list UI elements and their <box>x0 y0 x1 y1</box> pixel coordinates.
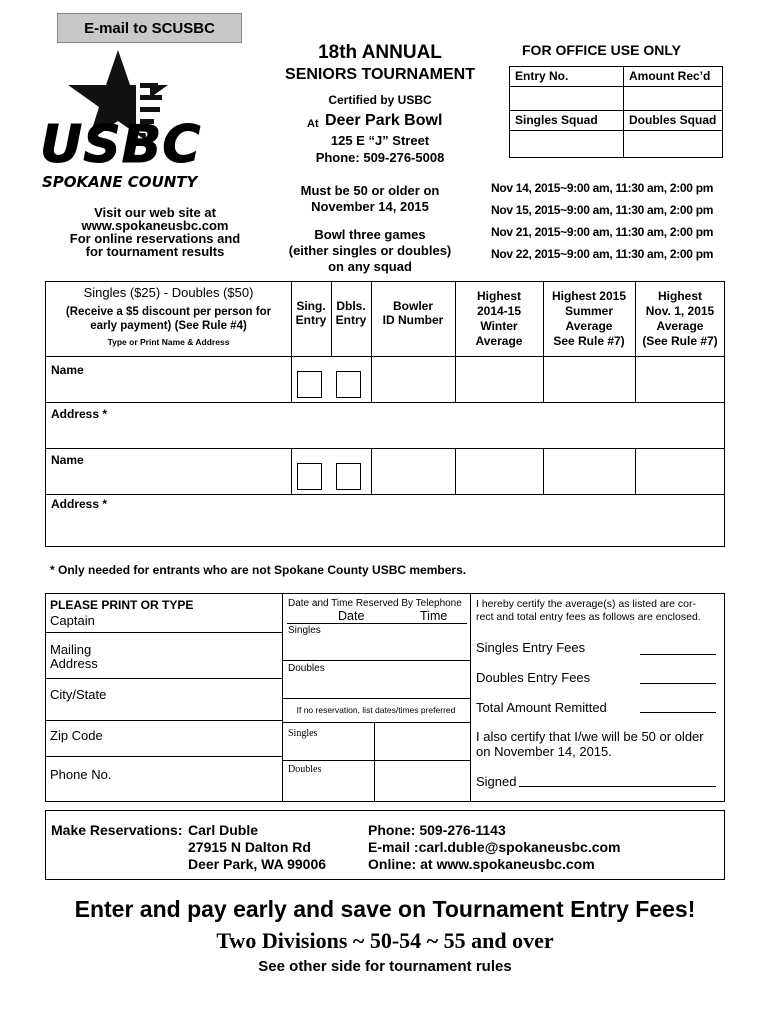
singles-fees-label: Singles Entry Fees <box>476 640 586 655</box>
squad-date: Nov 14, 2015~9:00 am, 11:30 am, 2:00 pm <box>491 181 714 195</box>
tournament-subtitle: SENIORS TOURNAMENT <box>285 66 475 83</box>
footer-headline: Enter and pay early and save on Tournament Entry Fees! <box>74 896 696 922</box>
name-label: Name <box>51 363 84 377</box>
reservations-box <box>45 810 725 880</box>
phone-label: Phone No. <box>50 767 112 782</box>
address-label: Address * <box>51 497 108 511</box>
bowler-id-header: Bowler ID Number <box>382 299 444 327</box>
mailing-address-field[interactable] <box>116 638 276 674</box>
singles-squad-field[interactable] <box>510 131 624 157</box>
phone-field[interactable] <box>121 762 276 794</box>
squad-date: Nov 21, 2015~9:00 am, 11:30 am, 2:00 pm <box>491 225 714 239</box>
doubles-reserved-field[interactable] <box>288 676 468 696</box>
eligibility-line: on any squad <box>328 259 412 274</box>
office-use-title: FOR OFFICE USE ONLY <box>522 42 681 58</box>
discount-line: early payment) (See Rule #4) <box>90 320 247 332</box>
city-state-label: City/State <box>50 687 107 702</box>
logo-text: USBC <box>40 115 202 175</box>
winter-average-header: Highest 2014-15 Winter Average <box>475 289 523 348</box>
type-print-text: Type or Print Name & Address <box>107 337 230 347</box>
bowler2-id-field[interactable] <box>376 452 451 490</box>
doubles-entry-checkbox[interactable] <box>336 371 361 398</box>
please-print-label: PLEASE PRINT OR TYPE <box>50 598 194 612</box>
contact-phone: Phone: 509-276-1143 <box>368 822 506 838</box>
signed-label: Signed <box>476 774 517 789</box>
doubles-reserved-label: Doubles <box>288 663 325 674</box>
reservations-label: Make Reservations: <box>51 822 183 838</box>
divisions-text: Two Divisions ~ 50-54 ~ 55 and over <box>216 928 554 953</box>
contact-street: 27915 N Dalton Rd <box>188 839 311 855</box>
address-label: Address * <box>51 407 108 421</box>
singles-reserved-field[interactable] <box>288 637 468 657</box>
website-info <box>55 206 255 258</box>
singles-fees-field[interactable] <box>640 654 716 655</box>
entry-table <box>45 281 725 547</box>
signature-field[interactable] <box>519 786 716 787</box>
bowler1-id-field[interactable] <box>376 360 451 398</box>
captain-label: Captain <box>50 613 95 628</box>
website-line3: For online reservations and <box>69 231 241 246</box>
total-remitted-field[interactable] <box>640 712 716 713</box>
time-header: Time <box>420 609 448 623</box>
city-state-field[interactable] <box>121 684 276 712</box>
website-line4: for tournament results <box>85 244 225 259</box>
nov-average-header: Highest Nov. 1, 2015 Average (See Rule #7) <box>642 289 718 348</box>
sing-entry-header: Sing. Entry <box>295 299 327 327</box>
venue-street: 125 E “J” Street <box>330 133 430 148</box>
office-use-table <box>509 66 723 158</box>
age-certify-text: I also certify that I/we will be 50 or older on November 14, 2015. <box>476 729 704 759</box>
email-button[interactable]: E-mail to SCUSBC <box>57 13 242 43</box>
bowler2-address-field[interactable] <box>116 498 716 536</box>
entry-no-label: Entry No. <box>510 67 624 87</box>
eligibility-line: Must be 50 or older on <box>300 183 440 198</box>
zip-code-field[interactable] <box>116 724 276 754</box>
contact-name: Carl Duble <box>188 822 259 838</box>
venue-phone: Phone: 509-276-5008 <box>315 150 445 165</box>
bowler2-name-field[interactable] <box>96 452 286 490</box>
website-url[interactable]: www.spokaneusbc.com <box>81 218 229 233</box>
amount-label: Amount Rec’d <box>624 67 723 87</box>
discount-text <box>46 305 291 333</box>
zip-code-label: Zip Code <box>50 728 103 743</box>
captain-field[interactable] <box>106 611 276 629</box>
mailing-address-label: Mailing Address <box>50 642 98 671</box>
eligibility-line: (either singles or doubles) <box>288 243 452 258</box>
eligibility-info <box>275 183 465 275</box>
doubles-preferred-field[interactable] <box>376 762 468 798</box>
squad-date: Nov 22, 2015~9:00 am, 11:30 am, 2:00 pm <box>491 247 714 261</box>
website-line1: Visit our web site at <box>94 205 216 220</box>
date-time-reserved-label: Date and Time Reserved By Telephone <box>288 598 462 609</box>
summer-average-header: Highest 2015 Summer Average See Rule #7) <box>551 289 627 348</box>
certified-text: Certified by USBC <box>328 93 432 107</box>
singles-entry-checkbox[interactable] <box>297 371 322 398</box>
doubles-fees-field[interactable] <box>640 683 716 684</box>
date-header: Date <box>338 609 365 623</box>
footnote: * Only needed for entrants who are not Spokane County USBC members. <box>50 563 467 577</box>
bowler1-address-field[interactable] <box>116 406 716 444</box>
doubles-squad-field[interactable] <box>624 131 723 157</box>
captain-form <box>45 593 725 802</box>
total-remitted-label: Total Amount Remitted <box>476 700 607 715</box>
see-other-side-text: See other side for tournament rules <box>258 958 512 975</box>
eligibility-line: November 14, 2015 <box>311 199 429 214</box>
at-text: At <box>307 118 319 130</box>
singles-preferred-field[interactable] <box>376 724 468 758</box>
singles-reserved-label: Singles <box>288 625 321 636</box>
bowler1-name-field[interactable] <box>96 360 286 398</box>
doubles-squad-label: Doubles Squad <box>624 111 723 131</box>
tournament-title: 18th ANNUAL <box>318 42 442 63</box>
eligibility-line: Bowl three games <box>314 227 426 242</box>
amount-field[interactable] <box>624 87 723 111</box>
squad-date: Nov 15, 2015~9:00 am, 11:30 am, 2:00 pm <box>491 203 714 217</box>
usbc-logo <box>40 45 245 195</box>
certify-text: I hereby certify the average(s) as listed are cor- rect and total entry fees as follows are enclosed. <box>476 598 701 623</box>
doubles-fees-label: Doubles Entry Fees <box>476 670 591 685</box>
contact-online[interactable]: Online: at www.spokaneusbc.com <box>368 856 595 872</box>
no-reservation-note: If no reservation, list dates/times preferred <box>296 705 456 715</box>
discount-line: (Receive a $5 discount per person for <box>65 306 272 318</box>
name-label: Name <box>51 453 84 467</box>
singles-entry-checkbox[interactable] <box>297 463 322 490</box>
dbls-entry-header: Dbls. Entry <box>335 299 367 327</box>
doubles-preferred-label: Doubles <box>288 764 322 775</box>
entry-no-field[interactable] <box>510 87 624 111</box>
singles-preferred-label: Singles <box>288 728 318 739</box>
singles-squad-label: Singles Squad <box>510 111 624 131</box>
logo-subtitle: SPOKANE COUNTY <box>42 173 198 191</box>
contact-city: Deer Park, WA 99006 <box>188 856 327 872</box>
venue-name: Deer Park Bowl <box>325 112 443 129</box>
fees-text: Singles ($25) - Doubles ($50) <box>83 285 254 300</box>
doubles-entry-checkbox[interactable] <box>336 463 361 490</box>
contact-email[interactable]: E-mail :carl.duble@spokaneusbc.com <box>368 839 621 855</box>
